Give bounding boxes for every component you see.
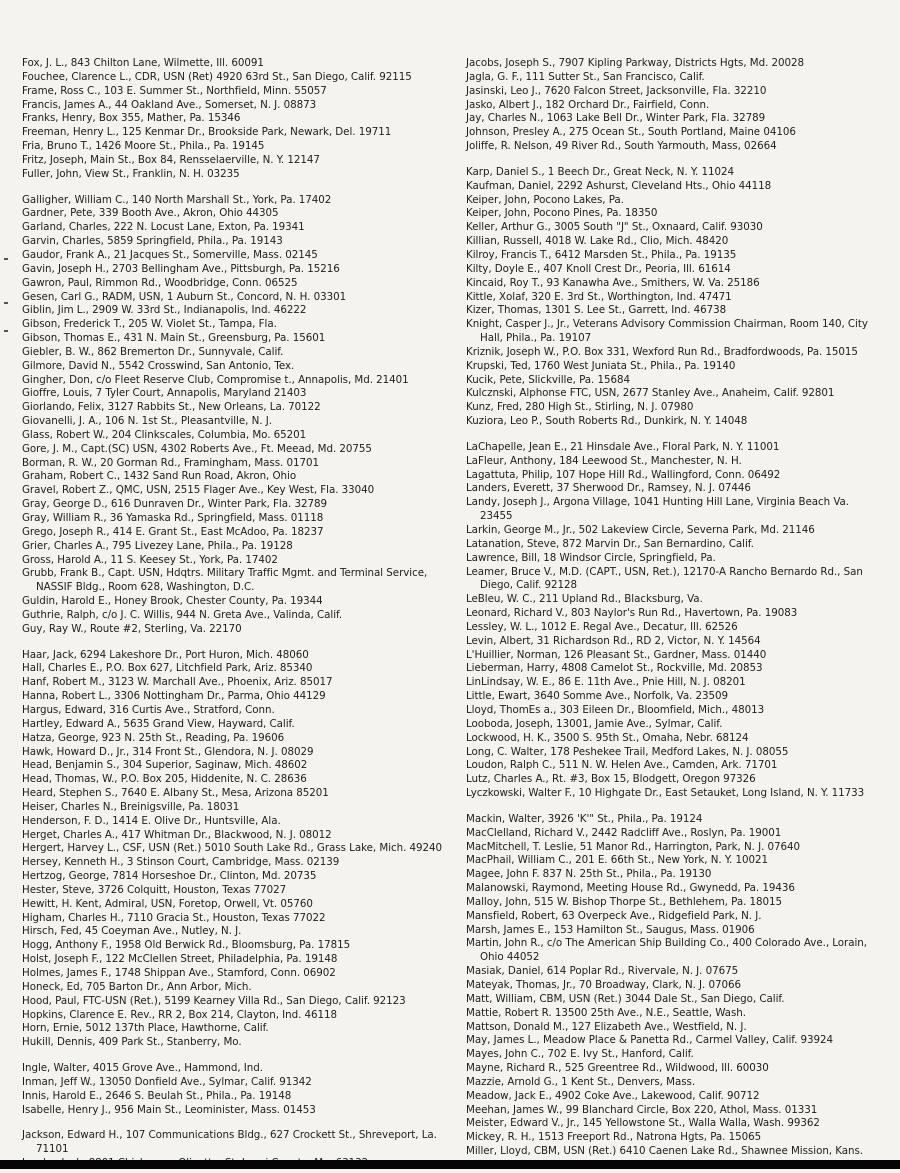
directory-entry: Meadow, Jack E., 4902 Coke Ave., Lakewood, Calif. 90712: [466, 1089, 760, 1102]
directory-entry: Magee, John F. 837 N. 25th St., Phila., Pa. 19130: [466, 868, 712, 881]
directory-entry: Gore, J. M., Capt.(SC) USN, 4302 Roberts Ave., Ft. Meead, Md. 20755: [22, 442, 372, 455]
directory-entry: Gawron, Paul, Rimmon Rd., Woodbridge, Conn. 06525: [22, 276, 298, 289]
directory-entry: Fritz, Joseph, Main St., Box 84, Rensselaerville, N. Y. 12147: [22, 153, 320, 166]
letter-section: [22, 649, 447, 1050]
directory-entry: Hopkins, Clarence E. Rev., RR 2, Box 214, Clayton, Ind. 46118: [22, 1008, 338, 1021]
margin-mark: [4, 330, 8, 332]
directory-entry: Karp, Daniel S., 1 Beech Dr., Great Neck, N. Y. 11024: [466, 165, 734, 178]
directory-entry: Giorlando, Felix, 3127 Rabbits St., New Orleans, La. 70122: [22, 401, 321, 414]
directory-entry: Gioffre, Louis, 7 Tyler Court, Annapolis, Maryland 21403: [22, 387, 307, 400]
directory-entry: Kuziora, Leo P., South Roberts Rd., Dunkirk, N. Y. 14048: [466, 415, 748, 428]
directory-entry: Marsh, James E., 153 Hamilton St., Saugus, Mass. 01906: [466, 923, 755, 936]
margin-mark: [4, 258, 8, 260]
directory-entry: MacClelland, Richard V., 2442 Radcliff Ave., Roslyn, Pa. 19001: [466, 826, 782, 839]
directory-entry: LaChapelle, Jean E., 21 Hinsdale Ave., Floral Park, N. Y. 11001: [466, 440, 780, 453]
directory-entry: Lockwood, H. K., 3500 S. 95th St., Omaha, Nebr. 68124: [466, 731, 749, 744]
directory-entry: L'Huillier, Norman, 126 Pleasant St., Gardner, Mass. 01440: [466, 648, 767, 661]
directory-entry: Hall, Charles E., P.O. Box 627, Litchfield Park, Ariz. 85340: [22, 662, 313, 675]
directory-entry: Hersey, Kenneth H., 3 Stinson Court, Cambridge, Mass. 02139: [22, 856, 340, 869]
directory-entry: Gingher, Don, c/o Fleet Reserve Club, Compromise t., Annapolis, Md. 21401: [22, 373, 409, 386]
directory-entry: Giblin, Jim L., 2909 W. 33rd St., Indianapolis, Ind. 46222: [22, 304, 307, 317]
directory-right-column: [466, 57, 881, 1173]
directory-entry: Isabelle, Henry J., 956 Main St., Leominister, Mass. 01453: [22, 1103, 316, 1116]
directory-entry: Franks, Henry, Box 355, Mather, Pa. 15346: [22, 112, 241, 125]
directory-entry: Keller, Arthur G., 3005 South "J" St., Oxnaard, Calif. 93030: [466, 221, 763, 234]
directory-entry: Latanation, Steve, 872 Marvin Dr., San Bernardino, Calif.: [466, 537, 754, 550]
directory-entry: Frame, Ross C., 103 E. Summer St., Northfield, Minn. 55057: [22, 84, 327, 97]
directory-entry: Herget, Charles A., 417 Whitman Dr., Blackwood, N. J. 08012: [22, 828, 332, 841]
directory-entry: Gilmore, David N., 5542 Crosswind, San Antonio, Tex.: [22, 359, 295, 372]
directory-entry: Long, C. Walter, 178 Peshekee Trail, Medford Lakes, N. J. 08055: [466, 745, 789, 758]
directory-entry: Hartley, Edward A., 5635 Grand View, Hayward, Calif.: [22, 717, 295, 730]
directory-entry: Johnson, Presley A., 275 Ocean St., South Portland, Maine 04106: [466, 126, 796, 139]
directory-entry: Glass, Robert W., 204 Clinkscales, Columbia, Mo. 65201: [22, 428, 307, 441]
directory-entry: Grier, Charles A., 795 Livezey Lane, Phila., Pa. 19128: [22, 539, 293, 552]
directory-entry: Inman, Jeff W., 13050 Donfield Ave., Sylmar, Calif. 91342: [22, 1075, 312, 1088]
directory-entry: Fox, J. L., 843 Chilton Lane, Wilmette, Ill. 60091: [22, 57, 264, 69]
page-bottom-edge: [0, 1160, 900, 1169]
directory-entry: Meehan, James W., 99 Blanchard Circle, Box 220, Athol, Mass. 01331: [466, 1103, 818, 1116]
directory-entry: Gaudor, Frank A., 21 Jacques St., Somerville, Mass. 02145: [22, 248, 318, 261]
directory-entry: Guthrie, Ralph, c/o J. C. Willis, 944 N. Greta Ave., Valinda, Calif.: [22, 608, 343, 621]
directory-entry: Jasinski, Leo J., 7620 Falcon Street, Jacksonville, Fla. 32210: [466, 84, 767, 97]
directory-entry: Hanf, Robert M., 3123 W. Marchall Ave., Phoenix, Ariz. 85017: [22, 676, 333, 689]
directory-entry: Jagla, G. F., 111 Sutter St., San Francisco, Calif.: [466, 70, 705, 83]
directory-entry: Garland, Charles, 222 N. Locust Lane, Exton, Pa. 19341: [22, 221, 305, 234]
directory-entry: Lyczkowski, Walter F., 10 Highgate Dr., East Setauket, Long Island, N. Y. 11733: [466, 787, 865, 800]
directory-entry: Higham, Charles H., 7110 Gracia St., Houston, Texas 77022: [22, 911, 326, 924]
directory-entry: Knight, Casper J., Jr., Veterans Advisory Commission Chairman, Room 140, City Hall, Phila., Pa. 19107: [466, 318, 868, 345]
directory-entry: Malanowski, Raymond, Meeting House Rd., Gwynedd, Pa. 19436: [466, 882, 795, 895]
directory-entry: Keiper, John, Pocono Pines, Pa. 18350: [466, 207, 658, 220]
directory-entry: Garvin, Charles, 5859 Springfield, Phila., Pa. 19143: [22, 235, 283, 248]
directory-entry: Gardner, Pete, 339 Booth Ave., Akron, Ohio 44305: [22, 207, 279, 220]
directory-entry: Masiak, Daniel, 614 Poplar Rd., Rivervale, N. J. 07675: [466, 965, 739, 978]
directory-entry: Heiser, Charles N., Breinigsville, Pa. 18031: [22, 800, 240, 813]
directory-entry: Kucik, Pete, Slickville, Pa. 15684: [466, 373, 630, 386]
directory-entry: Meister, Edward V., Jr., 145 Yellowstone St., Walla Walla, Wash. 99362: [466, 1117, 820, 1130]
directory-entry: Hukill, Dennis, 409 Park St., Stanberry, Mo.: [22, 1036, 242, 1049]
directory-entry: Kriznik, Joseph W., P.O. Box 331, Wexford Run Rd., Bradfordwoods, Pa. 15015: [466, 345, 858, 358]
directory-entry: Jasko, Albert J., 182 Orchard Dr., Fairfield, Conn.: [466, 98, 710, 111]
directory-entry: Gibson, Frederick T., 205 W. Violet St., Tampa, Fla.: [22, 318, 277, 331]
directory-entry: Leamer, Bruce V., M.D. (CAPT., USN, Ret.), 12170-A Rancho Bernardo Rd., San Diego, Calif. 92128: [466, 565, 863, 592]
directory-entry: Mansfield, Robert, 63 Overpeck Ave., Ridgefield Park, N. J.: [466, 909, 762, 922]
directory-entry: Hergert, Harvey L., CSF, USN (Ret.) 5010 South Lake Rd., Grass Lake, Mich. 49240: [22, 842, 443, 855]
directory-entry: Gavin, Joseph H., 2703 Bellingham Ave., Pittsburgh, Pa. 15216: [22, 262, 340, 275]
directory-entry: Galligher, William C., 140 North Marshall St., York, Pa. 17402: [22, 193, 332, 206]
directory-entry: Fuller, John, View St., Franklin, N. H. 03235: [22, 167, 240, 180]
directory-entry: Landy, Joseph J., Argona Village, 1041 Hunting Hill Lane, Virginia Beach Va. 23455: [466, 496, 849, 523]
directory-entry: Hester, Steve, 3726 Colquitt, Houston, Texas 77027: [22, 883, 287, 896]
directory-entry: Jacobs, Joseph S., 7907 Kipling Parkway, Districts Hgts, Md. 20028: [466, 57, 805, 69]
letter-section: [466, 441, 881, 801]
directory-entry: Gravel, Robert Z., QMC, USN, 2515 Flager Ave., Key West, Fla. 33040: [22, 484, 375, 497]
directory-entry: Kaufman, Daniel, 2292 Ashurst, Cleveland Hts., Ohio 44118: [466, 179, 772, 192]
directory-entry: Guldin, Harold E., Honey Brook, Chester County, Pa. 19344: [22, 595, 323, 608]
directory-entry: Kilroy, Francis T., 6412 Marsden St., Phila., Pa. 19135: [466, 248, 737, 261]
directory-entry: Jay, Charles N., 1063 Lake Bell Dr., Winter Park, Fla. 32789: [466, 112, 766, 125]
directory-entry: Levin, Albert, 31 Richardson Rd., RD 2, Victor, N. Y. 14564: [466, 634, 761, 647]
directory-entry: Guy, Ray W., Route #2, Sterling, Va. 22170: [22, 622, 242, 635]
directory-entry: Joliffe, R. Nelson, 49 River Rd., South Yarmouth, Mass, 02664: [466, 140, 777, 153]
directory-entry: Head, Thomas, W., P.O. Box 205, Hiddenite, N. C. 28636: [22, 773, 307, 786]
directory-entry: Holst, Joseph F., 122 McClellen Street, Philadelphia, Pa. 19148: [22, 953, 338, 966]
directory-entry: Giovanelli, J. A., 106 N. 1st St., Pleasantville, N. J.: [22, 415, 272, 428]
directory-entry: Grego, Joseph R., 414 E. Grant St., East McAdoo, Pa. 18237: [22, 525, 324, 538]
directory-entry: Keiper, John, Pocono Lakes, Pa.: [466, 193, 624, 206]
directory-entry: Grubb, Frank B., Capt. USN, Hdqtrs. Military Traffic Mgmt. and Terminal Service, NASSIF Bldg., Room 628, Washington, D.C.: [22, 567, 428, 594]
directory-entry: Gross, Harold A., 11 S. Keesey St., York, Pa. 17402: [22, 553, 278, 566]
directory-entry: Kittle, Xolaf, 320 E. 3rd St., Worthington, Ind. 47471: [466, 290, 732, 303]
directory-entry: Landers, Everett, 37 Sherwood Dr., Ramsey, N. J. 07446: [466, 482, 751, 495]
directory-entry: Mattson, Donald M., 127 Elizabeth Ave., Westfield, N. J.: [466, 1020, 747, 1033]
directory-entry: Gray, George D., 616 Dunraven Dr., Winter Park, Fla. 32789: [22, 498, 327, 511]
letter-section: [466, 57, 881, 154]
directory-entry: Borman, R. W., 20 Gorman Rd., Framingham, Mass. 01701: [22, 456, 319, 469]
directory-entry: Loudon, Ralph C., 511 N. W. Helen Ave., Camden, Ark. 71701: [466, 759, 778, 772]
directory-entry: Freeman, Henry L., 125 Kenmar Dr., Brookside Park, Newark, Del. 19711: [22, 126, 392, 139]
directory-entry: LaFleur, Anthony, 184 Leewood St., Manchester, N. H.: [466, 454, 742, 467]
directory-entry: Gesen, Carl G., RADM, USN, 1 Auburn St., Concord, N. H. 03301: [22, 290, 347, 303]
letter-section: [466, 813, 881, 1173]
directory-entry: Kincaid, Roy T., 93 Kanawha Ave., Smithers, W. Va. 25186: [466, 276, 760, 289]
directory-entry: Jackson, Edward H., 107 Communications Bldg., 627 Crockett St., Shreveport, La. 71101: [22, 1129, 437, 1156]
directory-entry: Horn, Ernie, 5012 137th Place, Hawthorne, Calif.: [22, 1022, 269, 1035]
directory-entry: Leonard, Richard V., 803 Naylor's Run Rd., Havertown, Pa. 19083: [466, 607, 798, 620]
directory-entry: Kilty, Doyle E., 407 Knoll Crest Dr., Peoria, Ill. 61614: [466, 262, 731, 275]
directory-entry: MacMitchell, T. Leslie, 51 Manor Rd., Harrington, Park, N. J. 07640: [466, 840, 801, 853]
directory-entry: Kizer, Thomas, 1301 S. Lee St., Garrett, Ind. 46738: [466, 304, 727, 317]
directory-entry: Heard, Stephen S., 7640 E. Albany St., Mesa, Arizona 85201: [22, 787, 329, 800]
letter-section: [22, 57, 447, 182]
directory-entry: May, James L., Meadow Place & Panetta Rd., Carmel Valley, Calif. 93924: [466, 1034, 834, 1047]
directory-entry: MacPhail, William C., 201 E. 66th St., New York, N. Y. 10021: [466, 854, 768, 867]
directory-entry: Mazzie, Arnold G., 1 Kent St., Denvers, Mass.: [466, 1075, 696, 1088]
directory-entry: Mayes, John C., 702 E. Ivy St., Hanford, Calif.: [466, 1048, 694, 1061]
directory-entry: Fouchee, Clarence L., CDR, USN (Ret) 4920 63rd St., San Diego, Calif. 92115: [22, 70, 412, 83]
directory-entry: Giebler, B. W., 862 Bremerton Dr., Sunnyvale, Calif.: [22, 345, 284, 358]
directory-entry: Miller, Lloyd, CBM, USN (Ret.) 6410 Caenen Lake Rd., Shawnee Mission, Kans.: [466, 1145, 864, 1158]
directory-entry: Larkin, George M., Jr., 502 Lakeview Circle, Severna Park, Md. 21146: [466, 524, 815, 536]
directory-entry: LeBleu, W. C., 211 Upland Rd., Blacksburg, Va.: [466, 593, 703, 606]
directory-entry: Haar, Jack, 6294 Lakeshore Dr., Port Huron, Mich. 48060: [22, 648, 309, 661]
directory-entry: Hertzog, George, 7814 Horseshoe Dr., Clinton, Md. 20735: [22, 870, 317, 883]
directory-entry: Gray, William R., 36 Yamaska Rd., Springfield, Mass. 01118: [22, 512, 324, 524]
directory-entry: Hawk, Howard D., Jr., 314 Front St., Glendora, N. J. 08029: [22, 745, 314, 758]
directory-entry: Mattie, Robert R. 13500 25th Ave., N.E., Seattle, Wash.: [466, 1006, 746, 1019]
directory-entry: Honeck, Ed, 705 Barton Dr., Ann Arbor, Mich.: [22, 980, 252, 993]
directory-entry: Hatza, George, 923 N. 25th St., Reading, Pa. 19606: [22, 731, 285, 744]
letter-section: [22, 1062, 447, 1117]
directory-entry: Hewitt, H. Kent, Admiral, USN, Foretop, Orwell, Vt. 05760: [22, 897, 313, 910]
directory-entry: Lloyd, ThomEs a., 303 Eileen Dr., Bloomfield, Mich., 48013: [466, 703, 765, 716]
directory-entry: Lieberman, Harry, 4808 Camelot St., Rockville, Md. 20853: [466, 662, 763, 675]
directory-entry: Fria, Bruno T., 1426 Moore St., Phila., Pa. 19145: [22, 140, 265, 153]
directory-entry: Head, Benjamin S., 304 Superior, Saginaw, Mich. 48602: [22, 759, 308, 772]
directory-entry: Kunz, Fred, 280 High St., Stirling, N. J. 07980: [466, 401, 694, 414]
directory-entry: Mateyak, Thomas, Jr., 70 Broadway, Clark, N. J. 07066: [466, 979, 741, 991]
directory-entry: Mackin, Walter, 3926 'K'" St., Phila., Pa. 19124: [466, 812, 703, 825]
directory-entry: Ingle, Walter, 4015 Grove Ave., Hammond, Ind.: [22, 1062, 263, 1075]
directory-entry: Krupski, Ted, 1760 West Juniata St., Phila., Pa. 19140: [466, 359, 736, 372]
directory-entry: Mayne, Richard R., 525 Greentree Rd., Wildwood, Ill. 60030: [466, 1062, 769, 1075]
directory-entry: Little, Ewart, 3640 Somme Ave., Norfolk, Va. 23509: [466, 690, 729, 703]
directory-entry: Henderson, F. D., 1414 E. Olive Dr., Huntsville, Ala.: [22, 814, 281, 827]
letter-section: [22, 194, 447, 637]
directory-entry: Malloy, John, 515 W. Bishop Thorpe St., Bethlehem, Pa. 18015: [466, 895, 783, 908]
directory-entry: Matt, William, CBM, USN (Ret.) 3044 Dale St., San Diego, Calif.: [466, 992, 785, 1005]
directory-entry: Graham, Robert C., 1432 Sand Run Road, Akron, Ohio: [22, 470, 297, 483]
directory-entry: Holmes, James F., 1748 Shippan Ave., Stamford, Conn. 06902: [22, 967, 336, 979]
directory-entry: Kulcznski, Alphonse FTC, USN, 2677 Stanley Ave., Anaheim, Calif. 92801: [466, 387, 835, 400]
directory-entry: Lagattuta, Philip, 107 Hope Hill Rd., Wallingford, Conn. 06492: [466, 468, 781, 481]
directory-entry: Looboda, Joseph, 13001, Jamie Ave., Sylmar, Calif.: [466, 717, 723, 730]
directory-entry: Lawrence, Bill, 18 Windsor Circle, Springfield, Pa.: [466, 551, 716, 564]
directory-entry: Gibson, Thomas E., 431 N. Main St., Greensburg, Pa. 15601: [22, 332, 326, 345]
directory-entry: Francis, James A., 44 Oakland Ave., Somerset, N. J. 08873: [22, 98, 317, 111]
directory-entry: Mickey, R. H., 1513 Freeport Rd., Natrona Hgts, Pa. 15065: [466, 1131, 762, 1144]
margin-mark: [4, 302, 8, 304]
directory-entry: Killian, Russell, 4018 W. Lake Rd., Clio, Mich. 48420: [466, 235, 729, 248]
directory-entry: Hanna, Robert L., 3306 Nottingham Dr., Parma, Ohio 44129: [22, 690, 326, 703]
directory-entry: Hirsch, Fed, 45 Coeyman Ave., Nutley, N. J.: [22, 925, 242, 938]
directory-entry: Lutz, Charles A., Rt. #3, Box 15, Blodgett, Oregon 97326: [466, 773, 756, 786]
directory-entry: LinLindsay, W. E., 86 E. 11th Ave., Pnie Hill, N. J. 08201: [466, 676, 746, 689]
directory-entry: Hood, Paul, FTC-USN (Ret.), 5199 Kearney Villa Rd., San Diego, Calif. 92123: [22, 994, 406, 1007]
directory-entry: Martin, John R., c/o The American Ship Building Co., 400 Colorado Ave., Lorain, Ohio 44052: [466, 937, 867, 964]
directory-left-column: [22, 57, 447, 1171]
directory-entry: Innis, Harold E., 2646 S. Beulah St., Phila., Pa. 19148: [22, 1089, 292, 1102]
directory-entry: Hargus, Edward, 316 Curtis Ave., Stratford, Conn.: [22, 703, 275, 716]
letter-section: [466, 166, 881, 429]
directory-entry: Lessley, W. L., 1012 E. Regal Ave., Decatur, Ill. 62526: [466, 620, 738, 633]
directory-entry: Hogg, Anthony F., 1958 Old Berwick Rd., Bloomsburg, Pa. 17815: [22, 939, 351, 952]
